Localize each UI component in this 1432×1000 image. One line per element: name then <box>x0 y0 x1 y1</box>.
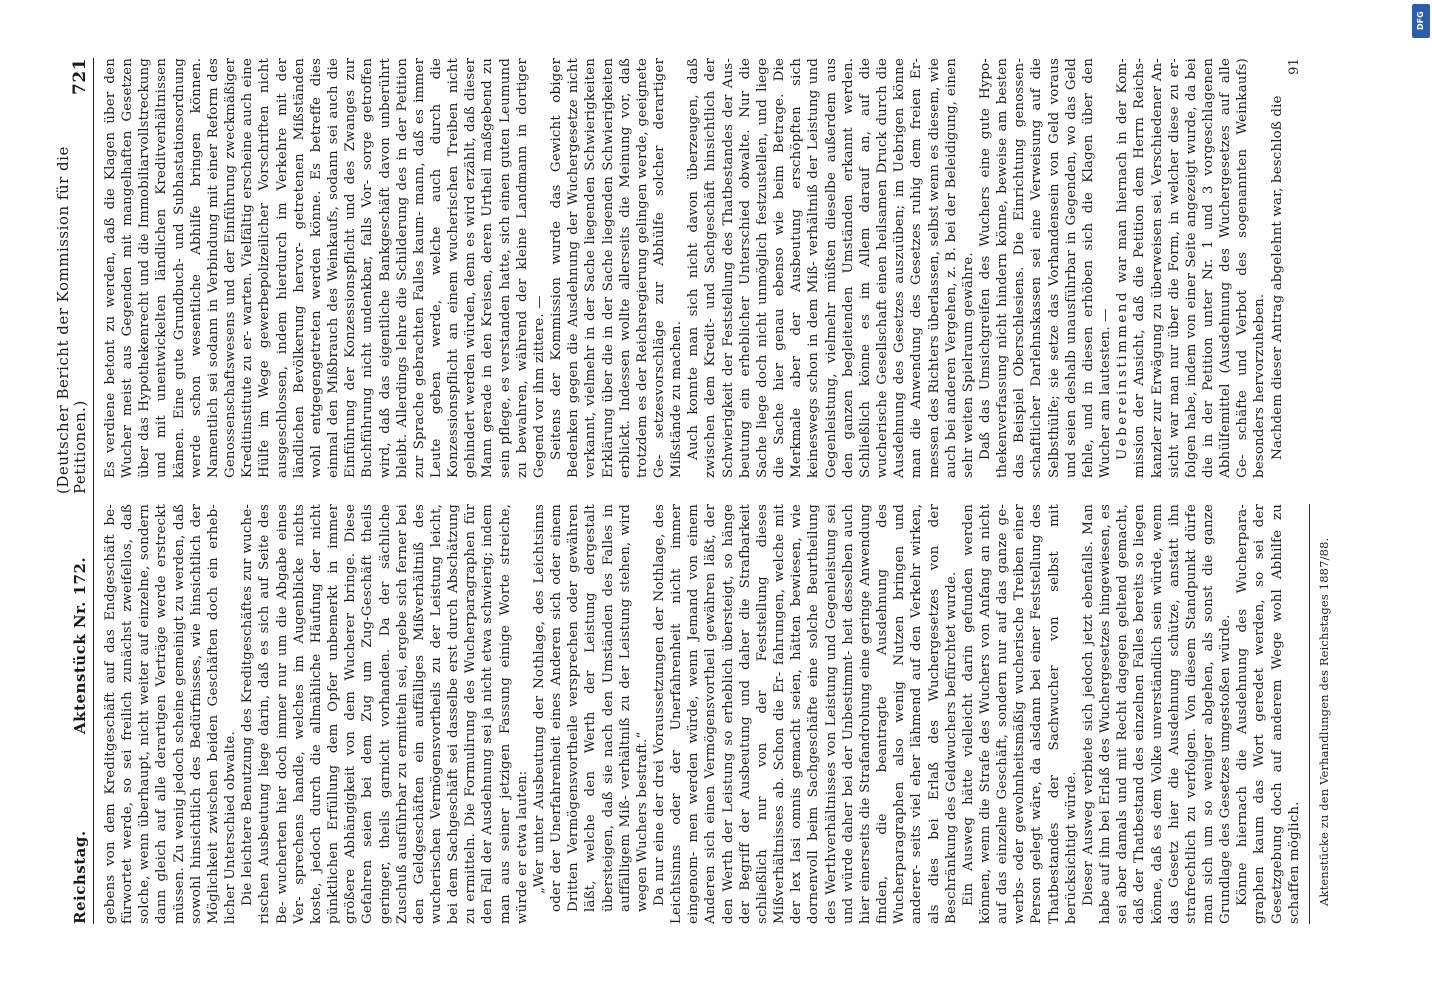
left-paragraph-5: Dieser Ausweg verbiete sich jedoch jetzt ebenfalls. Man habe auf ihn bei Erlaß des Wuchergesetzes hingewiesen, es sei aber damals und mit Recht dagegen geltend gemacht, daß der Thatbestand des einzelnen Falles bereits so liegen könne, daß es dem Volke unverständlich sein würde, wenn das Gesetz hier die Ausdehnung schütze, anstatt ihn strafrechtlich zu verfolgen. Von diesem Standpunkt dürfe man sich um so weniger abgehen, als sonst die ganze Grundlage des Gesetzes umgestoßen würde. <box>1080 504 1234 924</box>
right-paragraph-2: Seitens der Kommission wurde das Gewicht obiger Bedenken gegen die Ausdehnung der Wuchergesetze nicht verkannt, vielmehr in der Sache liegenden Schwierigkeiten Erklärung über die in der Sache liegenden Schwierigkeiten erblickt. Indessen wollte allerseits die Meinung vor, daß trotzdem es der Reichsregierung gelingen werde, geeignete Ge- setzesvorschläge zur Abhülfe solcher derartiger Mißstände zu machen. <box>549 58 685 478</box>
right-paragraph-4: Daß das Umsichgreifen des Wuchers eine gute Hypo- thekenverfassung nicht hindern könne, beweise am besten das Beispiel Oberschlesiens. Die Einrichtung genossen- schaftlicher Darlehnskassen sei eine Verweisung auf die Selbsthülfe; sie setze das Vorhandensein von Geld voraus und seien deshalb unausführbar in Gegenden, wo das Geld fehle, und in diesen erhöben sich die Klagen über den Wucher am lautesten. — <box>977 58 1114 478</box>
page-number: 721 <box>69 58 90 95</box>
left-quote: „Wer unter Ausbeutung der Nothlage, des Leichtsinns oder der Unerfahrenheit eines Anderen sich oder einem Dritten Vermögensvortheile versprechen oder gewähren läßt, welche den Werth der Leistung dergestalt übersteigen, daß sie nach den Umständen des Falles in auffälligem Miß- verhältniß zu der Leistung stehen, wird wegen Wuchers bestraft.“ <box>531 504 650 912</box>
page-header <box>53 58 94 924</box>
right-paragraph-5 <box>1114 58 1268 478</box>
right-column <box>102 58 1333 478</box>
right-paragraph-6: Nachdem dieser Antrag abgelehnt war, beschloß die <box>1269 95 1285 460</box>
header-title: (Deutscher Bericht der Kommission für die Petitionen.) <box>53 146 89 494</box>
footnote-rule <box>1309 504 1310 924</box>
right-paragraph-5-lead: Uebereinstimmend <box>1115 290 1131 460</box>
left-paragraph-3: Da nur eine der drei Voraussetzungen der Nothlage, des Leichtsinns oder der Unerfahrenheit nicht immer eingenom- men werden würde, wenn Jemand von einem Anderen sich einen Vermögensvortheil gewähren läßt, der den Werth der Leistung so erheblich übersteigt, so hänge der Begriff der Ausbeutung und daher die Strafbarkeit schließlich nur von der Feststellung dieses Mißverhältnisses ab. Schon die Er- fahrungen, welche mit der lex Iasi omnis gemacht seien, hätten bewiesen, wie dornenvoll beim Sachgeschäfte eine solche Beurtheilung des Werthverhältnisses von Leistung und Gegenleistung sei und würde daher bei der Unbestimmt- heit desselben auch hier einerseits die Strafandrohung eine geringe Anwendung finden, die beantragte Ausdehnung des Wucherparagraphen also wenig Nutzen bringen und anderer- seits viel eher lähmend auf den Verkehr wirken, als dies bei Erlaß des Wuchergesetzes von der Beschränkung des Geldwuchers befürchtet wurde. <box>652 504 959 924</box>
left-paragraph-1: gebens von dem Kreditgeschäft auf das Endgeschäft be- fürwortet werde, so sei freilich zunächst zweifellos, daß solche, wenn überhaupt, nicht weiter auf einzelne, sondern dann gleich auf alle derartigen Verträge werde erstreckt müssen. Zu wenig jedoch scheine gemeinigt zu werden, daß sowohl hinsichtlich des Bedürfnisses, wie hinsichtlich der Möglichkeit zwischen beiden Geschäften doch ein erheb- licher Unterschied obwalte. <box>103 504 239 924</box>
right-paragraph-1: Es verdiene betont zu werden, daß die Klagen über den Wucher meist aus Gegenden mit mangelhaften Gesetzen über das Hypothekenrecht und die Immobiliarvollstreckung und mit unentwickelten ländlichen Kreditverhältnissen kämen. Eine gute Grundbuch- und Subhastationsordnung werde schon wesentliche Abhilfe bringen können. Namentlich sei sodann in Verbindung mit einer Reform des Genossenschaftswesens und der Einführung zweckmäßiger Kreditinstitute zu er- warten. Vielfältig erscheine auch eine Hülfe im Wege gewerbepolizeilicher Vorschriften nicht ausgeschlossen, indem hierdurch im Verkehre mit der ländlichen Bevölkerung hervor- getretenen Mißständen wohl entgegengetreten werden könne. Es betreffe dies einmal den Mißbrauch des Weinkaufs, sodann sei auch die Einführung der Konzessionspflicht und des Zwanges zur Buchführung nicht undenkbar, falls Vor- sorge getroffen wird, daß das eigentliche Bankgeschäft davon unberührt bleibt. Allerdings lehre die Schilderung des in der Petition zur Sprache gebrachten Falles kaum- mann, daß es immer Leute geben werde, welche auch durch die Konzessionspflicht an einem wucherischen Treiben nicht gehindert werden würden, denn es wird erzählt, daß dieser Mann gerade in den Kreisen, deren Urtheil maßgebend zu sein pflege, es verstanden hatte, sich einen guten Leumund zu bewahren, während der kleine Landmann in dortiger Gegend vor ihm zittere. — <box>103 58 547 478</box>
dfg-side-strip <box>1408 0 1432 1000</box>
text-columns <box>102 58 1333 924</box>
footnote: Aktenstücke zu den Verhandlungen des Reichstages 1887/88. <box>1316 537 1331 906</box>
right-paragraph-3: Auch konnte man sich nicht davon überzeugen, daß zwischen dem Kredit- und Sachgeschäft hinsichtlich der Schwierigkeit der Feststellung des Thatbestandes der Aus- beutung ein erheblicher Unterschied obwalte. Nur die Sache liege doch nicht unmöglich festzustellen, und liege die Sache hier genau ebenso wie beim Betrage. Die Merkmale aber der Ausbeutung erschöpften sich keineswegs schon in dem Miß- verhältniß der Leistung und Gegenleistung, vielmehr müßten dieselbe außerdem aus den ganzen begleitenden Umständen erkannt werden. Schließlich könne es im Allem darauf an, auf die wucherische Gesellschaft einen heilsamen Druck durch die Ausdehnung des Gesetzes auszuüben; im Uebrigen könne man die Anwendung des Gesetzes ruhig dem freien Er- messen des Richters überlassen, selbst wenn es diesem, wie auch bei anderen Vergehen, z. B. bei der Beleidigung, einen sehr weiten Spielraum gewähre. <box>686 58 976 478</box>
header-reichstag: Reichstag. <box>70 830 89 924</box>
left-paragraph-4: Ein Ausweg hätte vielleicht darin gefunden werden können, wenn die Strafe des Wuchers von Anfang an nicht auf das einzelne Geschäft, sondern nur auf das ganze ge- werbs- oder gewohnheitsmäßig wucherische Treiben einer Person gelegt wäre, da alsdann bei einer Feststellung des Thatbestandes der Sachwucher von selbst mit berücksichtigt würde. <box>960 504 1079 924</box>
left-column <box>102 504 1333 924</box>
header-document-number: Aktenstück Nr. 172. <box>70 556 89 734</box>
rotated-document-page <box>21 0 1411 1000</box>
dfg-logo-icon: DFG <box>1412 4 1430 38</box>
left-paragraph-2: Die leichtere Benutzung des Kreditgeschäftes zur wuche- rischen Ausbeutung liege darin, daß es sich auf Seite des Be- wucherten hier doch immer nur um die Abgabe eines Ver- sprechens handle, welches im Augenblicke nichts koste, jedoch durch die allmähliche Häufung der nicht pünktlichen Erfüllung dem Opfer unbemerkt in immer größere Abhängigkeit von dem Wucherer bringe. Diese Gefahren seien bei dem Zug um Zug-Geschäft theils geringer, theils garnicht vorhanden. Da der sächliche Zuschuß ausführbar zu ermitteln sei, ergebe sich ferner bei den Geldgeschäften ein auffälliges Mißverhältniß des wucherischen Vermögensvortheils zu der Leistung leicht, bei dem Sachgeschäft sei dasselbe erst durch Abschätzung zu ermitteln. Die Formulirung des Wucherparagraphen für den Fall der Ausdehnung sei ja nicht etwa schwierig; indem man aus seiner jetzigen Fassung einige Worte streiche, würde er etwa lauten: <box>240 504 530 924</box>
sheet-signature: 91 <box>1286 58 1302 75</box>
right-paragraph-5-body: war man hiernach in der Kom- mission der Ansicht, daß die Petition dem Herrn Reichs- kanzler zur Erwägung zu überweisen sei. Verschiedener An- sicht war man nur über die Form, in welcher diese zu er- folgen habe, indem von einer Seite angezeigt wurde, da bei die in der Petition unter Nr. 1 und 3 vorgeschlagenen Abhülfemittel (Ausdehnung des Wuchergesetzes auf alle Ge- schäfte und Verbot des sogenannten Weinkaufs) besonders hervorzuheben. <box>1115 58 1268 478</box>
left-paragraph-6: Könne hiernach die Ausdehnung des Wucherpara- graphen kaum das Wort geredet werden, so sei der Gesetzgebung doch auf anderem Wege wohl Abhilfe zu schaffen möglich. <box>1235 504 1302 924</box>
